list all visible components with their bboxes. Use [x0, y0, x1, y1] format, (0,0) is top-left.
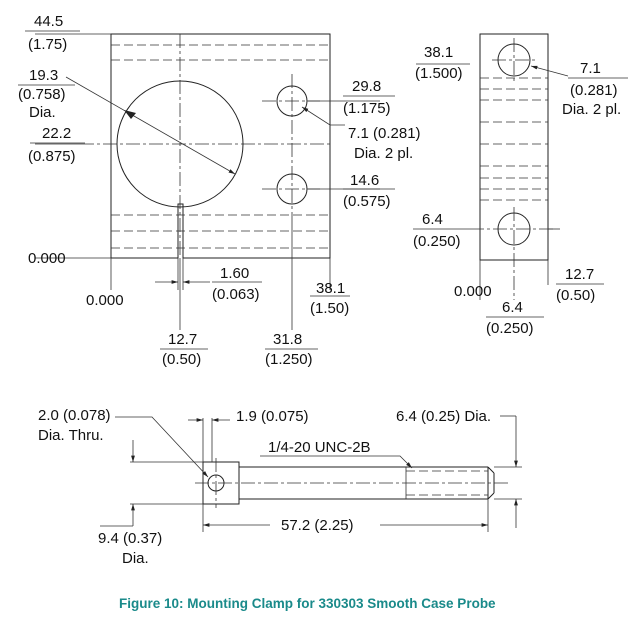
front-hole-note-1: 7.1 (0.281)	[348, 125, 421, 142]
front-dim-38-1-in: (1.50)	[310, 300, 350, 317]
side-dim-12-7: 12.7	[565, 266, 595, 283]
side-dim-12-7-in: (0.50)	[556, 287, 596, 304]
side-dim-6-4-x: 6.4	[502, 299, 523, 316]
screw-dim-9-4-dia: Dia.	[122, 550, 149, 567]
screw-thread: 1/4-20 UNC-2B	[268, 439, 371, 456]
screw-hole-1: 2.0 (0.078)	[38, 407, 111, 424]
front-dim-1-60: 1.60	[220, 265, 250, 282]
front-dim-38-1: 38.1	[316, 280, 346, 297]
front-dim-0-x: 0.000	[86, 292, 124, 309]
front-dim-29-8: 29.8	[352, 78, 382, 95]
front-hole-note-2: Dia. 2 pl.	[354, 145, 414, 162]
front-dim-19-3-dia: Dia.	[29, 104, 56, 121]
front-dim-14-6-in: (0.575)	[343, 193, 391, 210]
front-dim-0-y: 0.000	[28, 250, 66, 267]
screw-dim-9-4: 9.4 (0.37)	[98, 530, 163, 547]
figure-caption: Figure 10: Mounting Clamp for 330303 Smooth Case Probe	[119, 596, 496, 611]
front-dim-29-8-in: (1.175)	[343, 100, 391, 117]
side-dim-6-4-x-in: (0.250)	[486, 320, 534, 337]
screw-view	[38, 407, 522, 567]
front-dim-31-8-in: (1.250)	[265, 351, 313, 368]
front-body-outline	[111, 34, 330, 258]
side-dim-38-1-in: (1.500)	[415, 65, 463, 82]
side-dim-0: 0.000	[454, 283, 492, 300]
front-dim-22-2-in: (0.875)	[28, 148, 76, 165]
side-dim-7-1-note: Dia. 2 pl.	[562, 101, 622, 118]
front-dim-44-5: 44.5	[34, 13, 64, 30]
side-dim-6-4-y: 6.4	[422, 211, 443, 228]
side-dim-7-1-in: (0.281)	[570, 82, 618, 99]
side-dim-38-1: 38.1	[424, 44, 454, 61]
screw-dim-6-4-dia: 6.4 (0.25) Dia.	[396, 408, 492, 425]
side-dim-6-4-y-in: (0.250)	[413, 233, 461, 250]
front-dim-1-60-in: (0.063)	[212, 286, 260, 303]
front-dim-31-8: 31.8	[273, 331, 303, 348]
front-dim-44-5-in: (1.75)	[28, 36, 68, 53]
front-dim-19-3-in: (0.758)	[18, 86, 66, 103]
screw-hole-2: Dia. Thru.	[38, 427, 104, 444]
front-dim-19-3: 19.3	[29, 67, 59, 84]
screw-dim-57-2: 57.2 (2.25)	[281, 517, 354, 534]
screw-dim-1-9: 1.9 (0.075)	[236, 408, 309, 425]
front-dim-22-2: 22.2	[42, 125, 72, 142]
front-view	[18, 13, 421, 368]
front-dim-12-7-in: (0.50)	[162, 351, 202, 368]
front-dim-14-6: 14.6	[350, 172, 380, 189]
side-view	[413, 34, 628, 337]
side-dim-7-1: 7.1	[580, 60, 601, 77]
front-dim-12-7: 12.7	[168, 331, 198, 348]
